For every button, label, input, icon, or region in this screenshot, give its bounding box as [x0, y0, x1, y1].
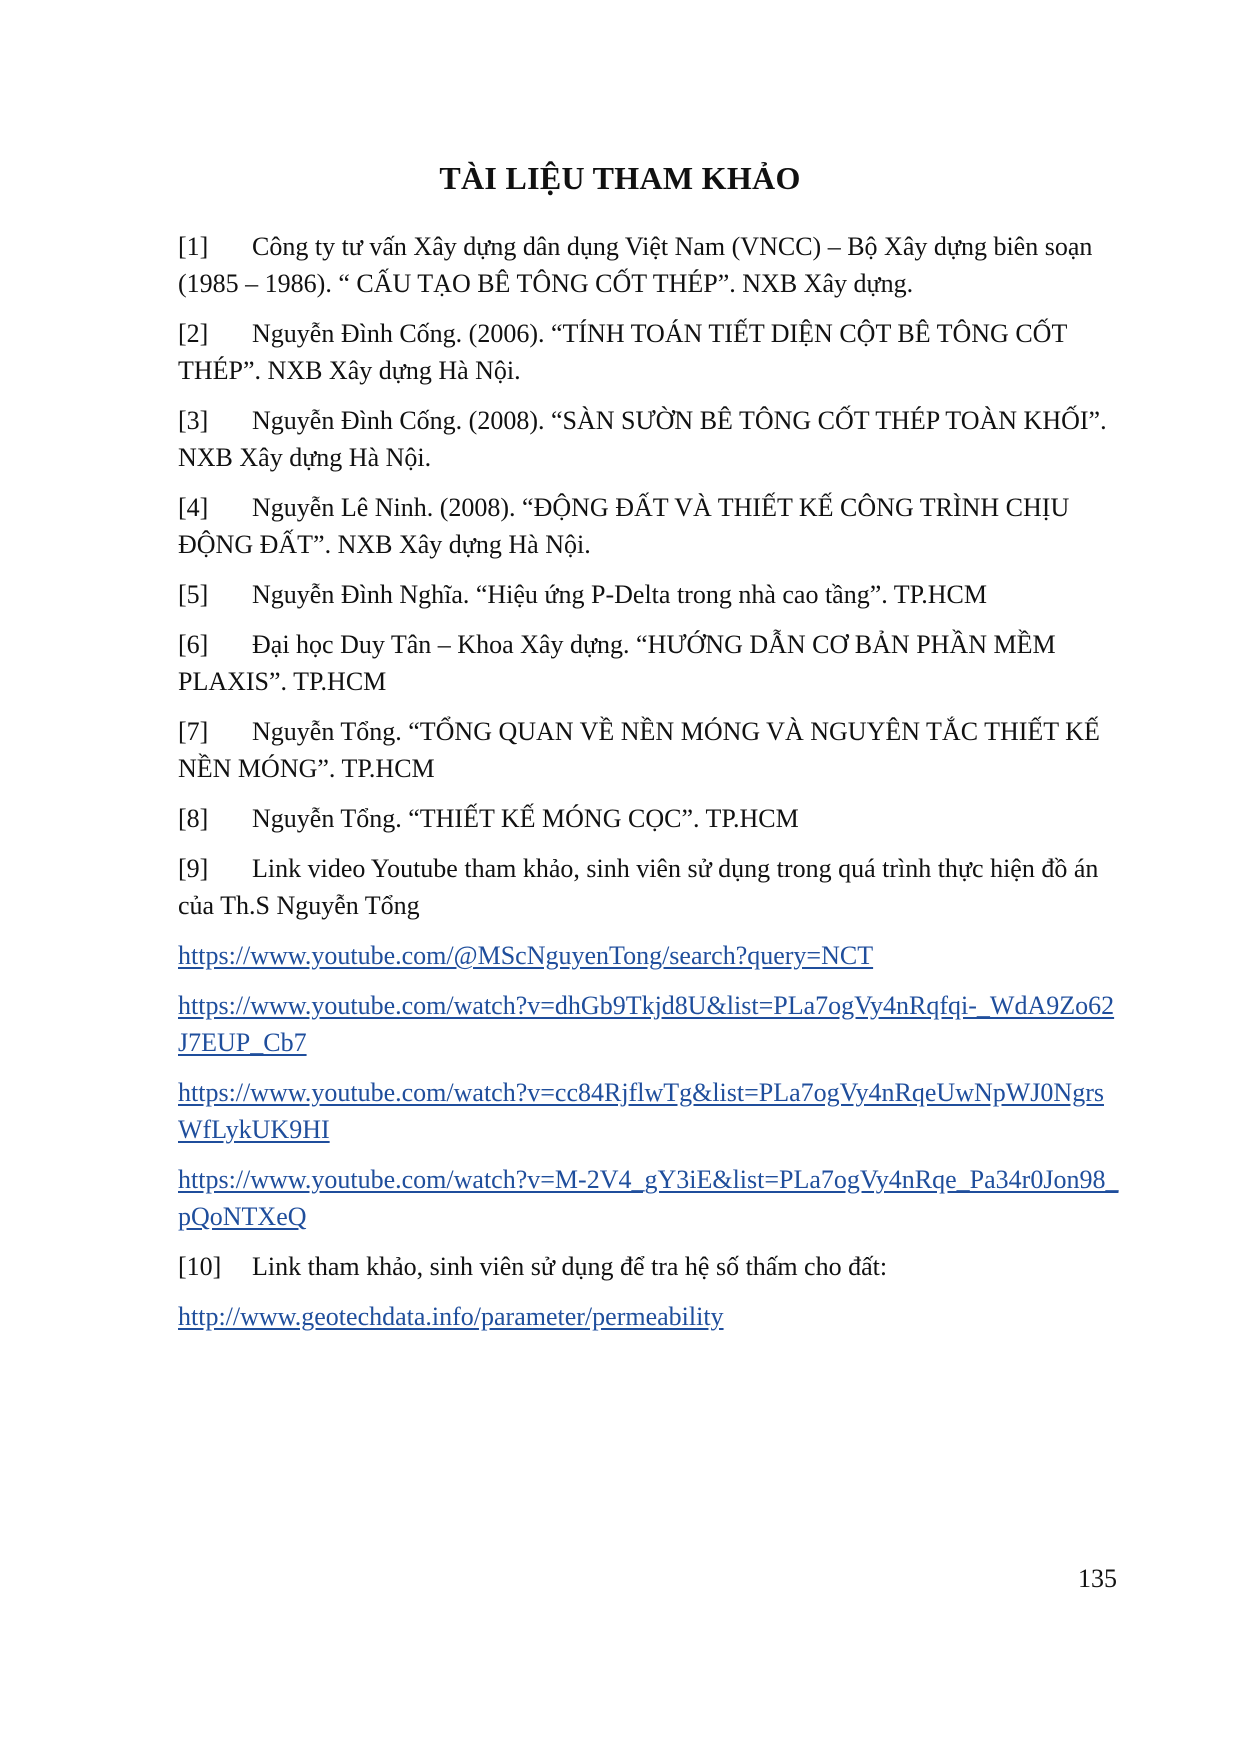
youtube-playlist-link-2[interactable]: https://www.youtube.com/watch?v=cc84RjflwTg&list=PLa7ogVy4nRqeUwNpWJ0NgrsWfLykUK9HI	[178, 1078, 1104, 1144]
reference-number: [2]	[178, 319, 209, 348]
reference-item-1	[178, 228, 1120, 302]
page-number: 135	[1078, 1564, 1117, 1593]
reference-item-2	[178, 315, 1120, 389]
youtube-channel-search-link[interactable]: https://www.youtube.com/@MScNguyenTong/search?query=NCT	[178, 941, 874, 970]
reference-text: Link tham khảo, sinh viên sử dụng để tra hệ số thấm cho đất:	[252, 1252, 888, 1281]
reference-item-9	[178, 850, 1120, 924]
reference-text: Nguyễn Tổng. “TỔNG QUAN VỀ NỀN MÓNG VÀ NGUYÊN TẮC THIẾT KẾ NỀN MÓNG”. TP.HCM	[178, 717, 1100, 783]
permeability-link[interactable]: http://www.geotechdata.info/parameter/permeability	[178, 1302, 724, 1331]
reference-number: [8]	[178, 804, 209, 833]
reference-text: Nguyễn Lê Ninh. (2008). “ĐỘNG ĐẤT VÀ THIẾT KẾ CÔNG TRÌNH CHỊU ĐỘNG ĐẤT”. NXB Xây dựng Hà Nội.	[178, 493, 1070, 559]
reference-number: [1]	[178, 232, 209, 261]
reference-text: Nguyễn Đình Nghĩa. “Hiệu ứng P-Delta trong nhà cao tầng”. TP.HCM	[252, 580, 987, 609]
youtube-playlist-link-1[interactable]: https://www.youtube.com/watch?v=dhGb9Tkjd8U&list=PLa7ogVy4nRqfqi-_WdA9Zo62J7EUP_Cb7	[178, 991, 1115, 1057]
reference-number: [6]	[178, 630, 209, 659]
reference-number: [3]	[178, 406, 209, 435]
reference-number: [7]	[178, 717, 209, 746]
page-title: TÀI LIỆU THAM KHẢO	[439, 160, 801, 196]
reference-text: Nguyễn Tổng. “THIẾT KẾ MÓNG CỌC”. TP.HCM	[252, 804, 799, 833]
reference-text: Nguyễn Đình Cống. (2006). “TÍNH TOÁN TIẾT DIỆN CỘT BÊ TÔNG CỐT THÉP”. NXB Xây dựng Hà Nội.	[178, 319, 1067, 385]
reference-item-7	[178, 713, 1120, 787]
reference-item-3	[178, 402, 1120, 476]
reference-item-4	[178, 489, 1120, 563]
reference-list	[178, 228, 1120, 1348]
reference-item-8	[178, 800, 1120, 837]
reference-item-5	[178, 576, 1120, 613]
reference-item-10	[178, 1248, 1120, 1285]
reference-item-6	[178, 626, 1120, 700]
reference-number: [9]	[178, 854, 209, 883]
reference-text: Nguyễn Đình Cống. (2008). “SÀN SƯỜN BÊ TÔNG CỐT THÉP TOÀN KHỐI”. NXB Xây dựng Hà Nội.	[178, 406, 1107, 472]
reference-text: Đại học Duy Tân – Khoa Xây dựng. “HƯỚNG DẪN CƠ BẢN PHẦN MỀM PLAXIS”. TP.HCM	[178, 630, 1056, 696]
reference-number: [10]	[178, 1252, 222, 1281]
youtube-playlist-link-3[interactable]: https://www.youtube.com/watch?v=M-2V4_gY3iE&list=PLa7ogVy4nRqe_Pa34r0Jon98_pQoNTXeQ	[178, 1165, 1119, 1231]
reference-number: [4]	[178, 493, 209, 522]
reference-text: Công ty tư vấn Xây dựng dân dụng Việt Nam (VNCC) – Bộ Xây dựng biên soạn (1985 – 1986). “ CẤU TẠO BÊ TÔNG CỐT THÉP”. NXB Xây dựng.	[178, 232, 1093, 298]
reference-number: [5]	[178, 580, 209, 609]
reference-text: Link video Youtube tham khảo, sinh viên sử dụng trong quá trình thực hiện đồ án của Th.S Nguyễn Tổng	[178, 854, 1099, 920]
